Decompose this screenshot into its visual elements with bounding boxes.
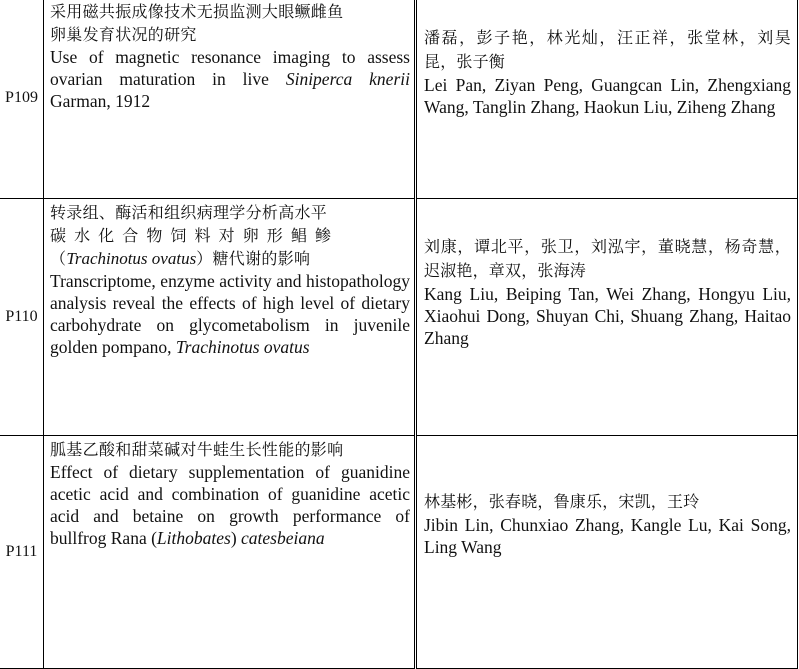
title-en [50, 46, 410, 112]
species-name: Siniperca knerii [285, 69, 410, 89]
table-row [0, 0, 798, 199]
title-cn [50, 201, 410, 270]
authors-en: Kang Liu, Beiping Tan, Wei Zhang, Hongyu Liu, Xiaohui Dong, Shuyan Chi, Shuang Zhang, Haitao Zhang [424, 284, 791, 348]
authors-cn: 林基彬，张春晓，鲁康乐，宋凯，王玲 [424, 492, 700, 511]
title-en-text: Garman, 1912 [50, 91, 151, 111]
table-row [0, 199, 798, 436]
authors-en: Jibin Lin, Chunxiao Zhang, Kangle Lu, Kai Song, Ling Wang [424, 515, 791, 557]
paper-id: P109 [0, 0, 44, 199]
paper-title-cell [44, 0, 416, 199]
title-en [50, 461, 410, 549]
authors-cell [416, 436, 798, 669]
title-cn-line: 卵巢发育状况的研究 [50, 25, 197, 44]
authors-cell [416, 0, 798, 199]
authors-cn: 刘康，谭北平，张卫，刘泓宇，董晓慧，杨奇慧，迟淑艳，章双，张海涛 [424, 237, 791, 280]
title-en-text: Transcriptome, enzyme activity and histopathology analysis reveal the effects of high level of dietary carbohydrate on glycometabolism in juvenile golden pompano, [50, 271, 410, 357]
species-name: Lithobates [156, 528, 231, 548]
paper-title-cell [44, 436, 416, 669]
title-cn: 胍基乙酸和甜菜碱对牛蛙生长性能的影响 [50, 440, 344, 459]
title-cn-text: ）糖代谢的影响 [196, 249, 311, 268]
paper-id: P110 [0, 199, 44, 436]
table-row [0, 436, 798, 669]
title-en [50, 270, 410, 358]
title-cn [50, 0, 410, 46]
species-name: catesbeiana [241, 528, 325, 548]
title-en-text: ) [230, 528, 242, 548]
title-cn-line: 碳 水 化 合 物 饲 料 对 卵 形 鲳 鲹 [50, 226, 333, 245]
title-en-text: Effect of dietary supplementation of guanidine acetic acid and combination of guanidine acetic acid and betaine on growth performance of bullfrog Rana ( [50, 462, 410, 548]
paper-title-cell [44, 199, 416, 436]
paper-id: P111 [0, 436, 44, 669]
authors-en: Lei Pan, Ziyan Peng, Guangcan Lin, Zhengxiang Wang, Tanglin Zhang, Haokun Liu, Ziheng Zhang [424, 75, 791, 117]
species-name: Trachinotus ovatus [66, 249, 197, 268]
authors-cell [416, 199, 798, 436]
species-name: Trachinotus ovatus [175, 337, 310, 357]
title-cn-text: （ [50, 249, 67, 268]
title-cn-line: 转录组、酶活和组织病理学分析高水平 [50, 203, 328, 222]
authors-cn: 潘磊，彭子艳，林光灿，汪正祥，张堂林，刘昊昆，张子衡 [424, 28, 791, 71]
title-en-text: Use of magnetic resonance imaging to assess ovarian maturation in live [50, 47, 410, 89]
title-cn-line: 采用磁共振成像技术无损监测大眼鳜雌鱼 [50, 2, 344, 21]
